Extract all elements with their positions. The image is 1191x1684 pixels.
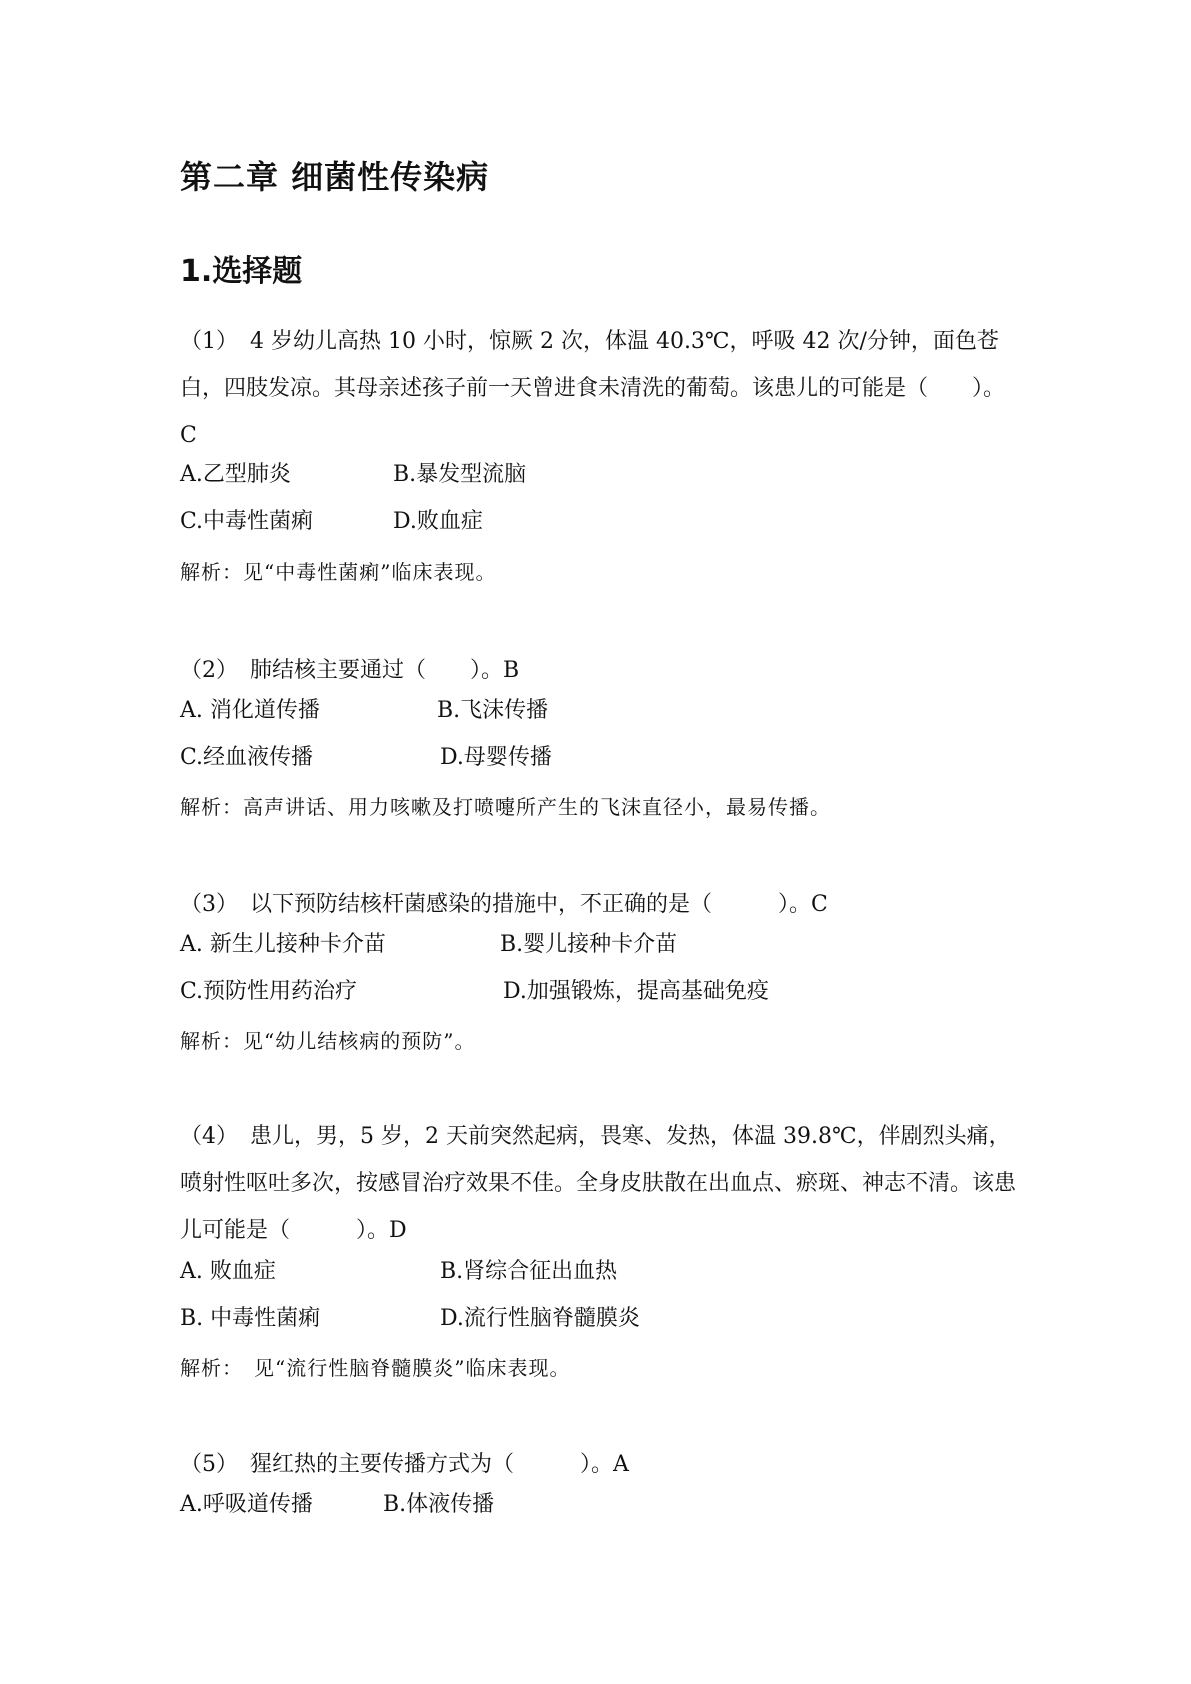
option: D.败血症 (393, 509, 483, 534)
explanation: 解析： 见“流行性脑脊髓膜炎”临床表现。 (180, 1356, 571, 1380)
option: B.肾综合征出血热 (440, 1259, 618, 1284)
question-number: （4） (180, 1124, 238, 1149)
question-4 (180, 1113, 1020, 1254)
question-5 (180, 1441, 1020, 1488)
option: A.乙型肺炎 (180, 462, 291, 487)
question-number: （2） (180, 658, 238, 683)
option: B.飞沫传播 (437, 698, 549, 723)
option: C.中毒性菌痢 (180, 509, 314, 534)
option: D.流行性脑脊髓膜炎 (440, 1306, 640, 1331)
option: A. 新生儿接种卡介苗 (180, 932, 386, 957)
explanation: 解析：见“幼儿结核病的预防”。 (180, 1029, 476, 1053)
question-number: （3） (180, 892, 238, 917)
option: B.婴儿接种卡介苗 (500, 932, 678, 957)
question-text: 患儿，男，5 岁，2 天前突然起病，畏寒、发热，体温 39.8℃，伴剧烈头痛，喷射性呕吐多次，按感冒治疗效果不佳。全身皮肤散在出血点、瘀斑、神志不清。该患儿可能是（ ）。D (180, 1124, 1017, 1243)
option: D.母婴传播 (440, 745, 552, 770)
chapter-title: 第二章 细菌性传染病 (180, 158, 490, 196)
question-text: 肺结核主要通过（ ）。B (250, 658, 520, 683)
section-title: 1.选择题 (180, 254, 303, 289)
question-text: 以下预防结核杆菌感染的措施中，不正确的是（ ）。C (250, 892, 828, 917)
explanation: 解析：高声讲话、用力咳嗽及打喷嚏所产生的飞沫直径小，最易传播。 (180, 795, 831, 819)
question-text: 猩红热的主要传播方式为（ ）。A (250, 1452, 629, 1477)
explanation: 解析：见“中毒性菌痢”临床表现。 (180, 560, 497, 584)
option: D.加强锻炼，提高基础免疫 (503, 979, 769, 1004)
question-2 (180, 647, 1020, 694)
option: C.预防性用药治疗 (180, 979, 358, 1004)
option: B.暴发型流脑 (393, 462, 527, 487)
question-number: （1） (180, 329, 238, 354)
question-3 (180, 881, 1020, 928)
option: B.体液传播 (383, 1492, 495, 1517)
question-1 (180, 318, 1020, 459)
question-text: 4 岁幼儿高热 10 小时，惊厥 2 次，体温 40.3℃，呼吸 42 次/分钟，面色苍白，四肢发凉。其母亲述孩子前一天曾进食未清洗的葡萄。该患儿的可能是（ ）。C (180, 329, 1006, 448)
question-number: （5） (180, 1452, 238, 1477)
option: B. 中毒性菌痢 (180, 1306, 321, 1331)
option: A.呼吸道传播 (180, 1492, 313, 1517)
option: A. 败血症 (180, 1259, 276, 1284)
option: A. 消化道传播 (180, 698, 320, 723)
option: C.经血液传播 (180, 745, 314, 770)
